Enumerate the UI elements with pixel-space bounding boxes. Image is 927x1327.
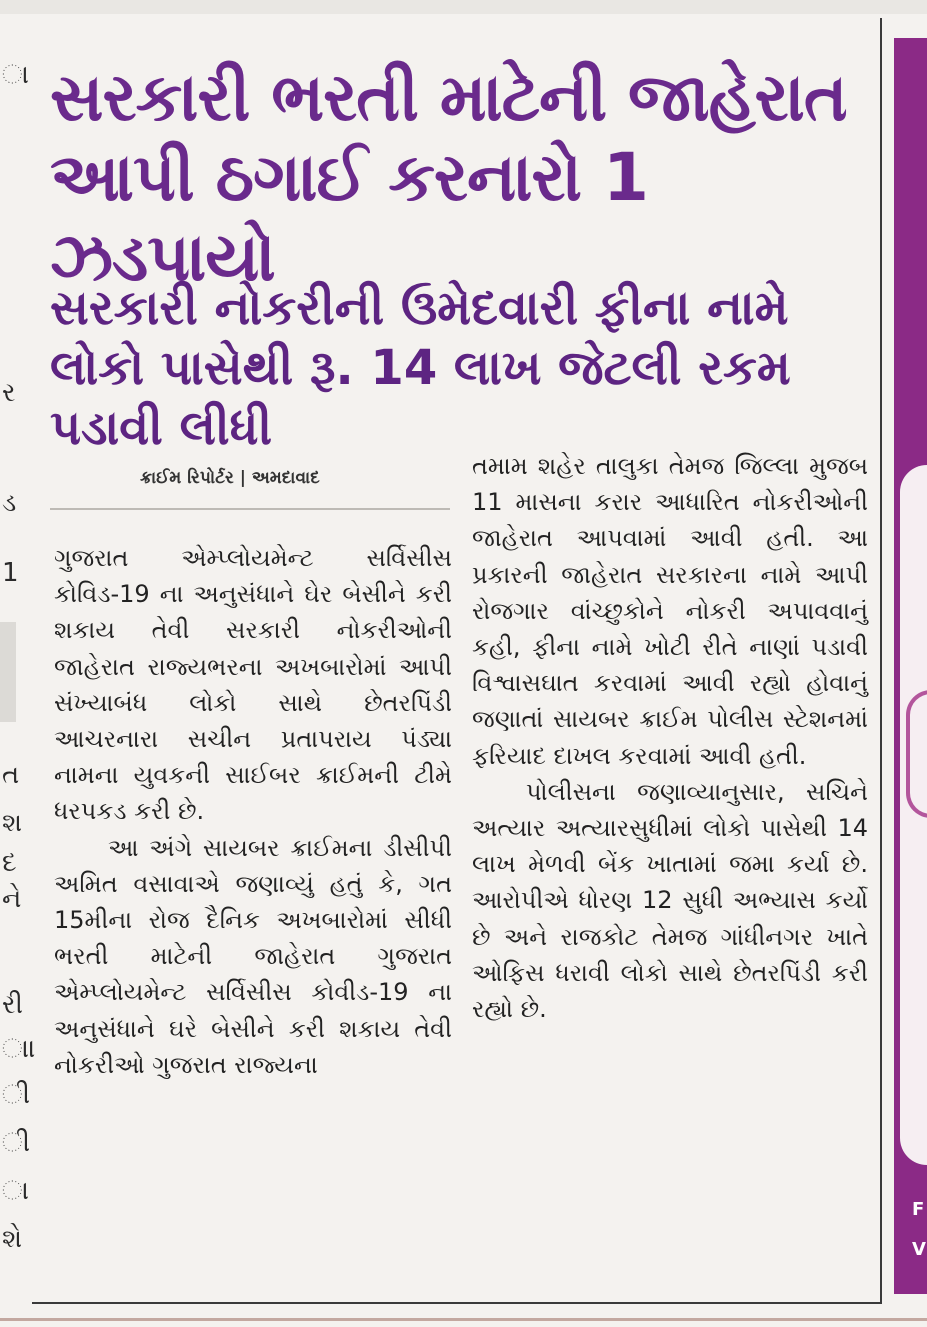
byline: ક્રાઈમ રિપોર્ટર | અમદાવાદ: [140, 468, 320, 488]
previous-page-strip: [0, 0, 927, 14]
byline-divider: [50, 508, 450, 510]
headline: સરકારી ભરતી માટેની જાહેરાત આપી ઠગાઈ કરનારો 1 ઝડપાયો: [50, 59, 847, 296]
ad-ornament: [906, 690, 927, 818]
body-paragraph: તમામ શહેર તાલુકા તેમજ જિલ્લા મુજબ 11 માસના કરાર આધારિત નોકરીઓની જાહેરાત આપવામાં આવી હતી. આ પ્રકારની જાહેરાત સરકારના નામે આપી રોજગાર વાંચ્છુકોને નોકરી અપાવવાનું કહી, ફીના નામે ખોટી રીતે નાણાં પડાવી વિશ્વાસઘાત કરવામાં આવી રહ્યો હોવાનું જણાતાં સાયબર ક્રાઈમ પોલીસ સ્ટેશનમાં ફરિયાદ દાખલ કરવામાં આવી હતી.: [472, 452, 868, 770]
adjacent-column-fragment: ા ર ડ 1 ત શ દ ને રી ાા ી ી ા શે: [2, 60, 36, 1254]
body-paragraph: પોલીસના જણાવ્યાનુસાર, સચિને અત્યાર અત્યારસુધીમાં લોકો પાસેથી 14 લાખ મેળવી બેંક ખાતામાં જમા કર્યા છે. આરોપીએ ધોરણ 12 સુધી અભ્યાસ કર્યો છે અને રાજકોટ તેમજ ગાંધીનગર ખાતે ઓફિસ ધરાવી લોકો સાથે છેતરપિંડી કરી રહ્યો છે.: [472, 777, 868, 1024]
article-column-1: [54, 540, 452, 1083]
body-paragraph: ગુજરાત એમ્પ્લોયમેન્ટ સર્વિસીસ કોવિડ-19 ના અનુસંધાને ઘેર બેસીને કરી શકાય તેવી સરકારી નોકરીઓની જાહેરાત રાજ્યભરના અખબારોમાં આપી સંખ્યાબંધ લોકો સાથે છેતરપિંડી આચરનારા સચીન પ્રતાપરાય પંડ્યા નામના યુવકની સાઈબર ક્રાઈમની ટીમે ધરપકડ કરી છે.: [54, 544, 452, 826]
article-column-2: [472, 448, 868, 1027]
adjacent-column-box: [0, 622, 16, 722]
ad-text-fragment: F V: [912, 1199, 926, 1260]
subheadline: સરકારી નોકરીની ઉમેદવારી ફીના નામે લોકો પાસેથી રૂ. 14 લાખ જેટલી રકમ પડાવી લીધી: [50, 280, 791, 456]
body-paragraph: આ અંગે સાયબર ક્રાઈમના ડીસીપી અમિત વસાવાએ જણાવ્યું હતું કે, ગત 15મીના રોજ દૈનિક અખબારોમાં સીધી ભરતી માટેની જાહેરાત ગુજરાત એમ્પ્લોયમેન્ટ સર્વિસીસ કોવીડ-19 ના અનુસંધાને ઘરે બેસીને કરી શકાય તેવી નોકરીઓ ગુજરાત રાજ્યના: [54, 833, 452, 1079]
page-bottom-edge: [0, 1318, 927, 1321]
